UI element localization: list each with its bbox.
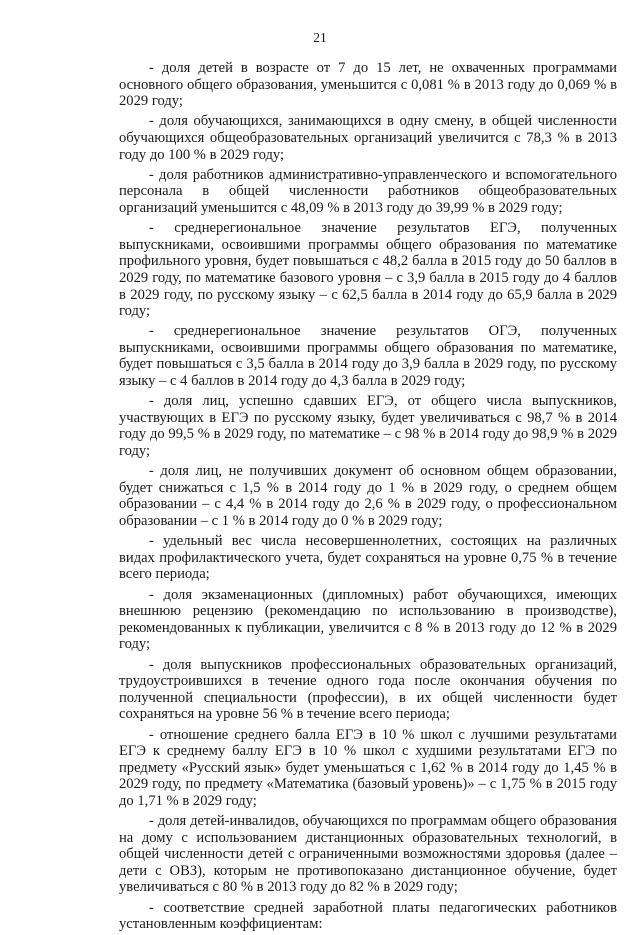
paragraph-4: - среднерегиональное значение результатов ЕГЭ, полученных выпускниками, освоившими программы общего образования по математике профильного уровня, будет повышаться с 48,2 балла в 2015 году до 50 баллов в 2029 году, по математике базового уровня – с 3,9 балла в 2015 году до 4 баллов в 2029 году, по русскому языку – с 62,5 балла в 2014 году до 65,9 балла в 2029 году; bbox=[119, 220, 617, 320]
paragraph-3: - доля работников административно-управленческого и вспомогательного персонала в общей численности работников общеобразовательных организаций уменьшится с 48,09 % в 2013 году до 39,99 % в 2029 году; bbox=[119, 166, 617, 216]
paragraph-13: - соответствие средней заработной платы педагогических работников установленным коэффициентам: bbox=[119, 899, 617, 933]
paragraph-1: - доля детей в возрасте от 7 до 15 лет, не охваченных программами основного общего образования, уменьшится с 0,081 % в 2013 году до 0,069 % в 2029 году; bbox=[119, 60, 617, 110]
document-body bbox=[119, 60, 617, 935]
paragraph-8: - удельный вес числа несовершеннолетних, состоящих на различных видах профилактического учета, будет сохраняться на уровне 0,75 % в течение всего периода; bbox=[119, 533, 617, 583]
paragraph-11: - отношение среднего балла ЕГЭ в 10 % школ с лучшими результатами ЕГЭ к среднему баллу ЕГЭ в 10 % школ с худшими результатами ЕГЭ по предмету «Русский язык» будет уменьшаться с 1,62 % в 2014 году до 1,45 % в 2029 году, по предмету «Математика (базовый уровень)» – с 1,75 % в 2015 году до 1,71 % в 2029 году; bbox=[119, 726, 617, 809]
paragraph-6: - доля лиц, успешно сдавших ЕГЭ, от общего числа выпускников, участвующих в ЕГЭ по русскому языку, будет увеличиваться с 98,7 % в 2014 году до 99,5 % в 2029 году, по математике – с 98 % в 2014 году до 98,9 % в 2029 году; bbox=[119, 393, 617, 460]
paragraph-2: - доля обучающихся, занимающихся в одну смену, в общей численности обучающихся общеобразовательных организаций увеличится с 78,3 % в 2013 году до 100 % в 2029 году; bbox=[119, 113, 617, 163]
paragraph-12: - доля детей-инвалидов, обучающихся по программам общего образования на дому с использованием дистанционных образовательных технологий, в общей численности детей с ограниченными возможностями здоровья (далее – дети с ОВЗ), которым не противопоказано дистанционное обучение, будет увеличиваться с 80 % в 2013 году до 82 % в 2029 году; bbox=[119, 813, 617, 896]
page-number: 21 bbox=[313, 30, 327, 45]
paragraph-7: - доля лиц, не получивших документ об основном общем образовании, будет снижаться с 1,5 % в 2014 году до 1 % в 2029 году, о среднем общем образовании – с 4,4 % в 2014 году до 2,6 % в 2029 году, о профессиональном образовании – с 1 % в 2014 году до 0 % в 2029 году; bbox=[119, 463, 617, 529]
paragraph-10: - доля выпускников профессиональных образовательных организаций, трудоустроившихся в течение одного года после окончания обучения по полученной специальности (профессии), в их общей численности будет сохраняться на уровне 56 % в течение всего периода; bbox=[119, 656, 617, 723]
paragraph-9: - доля экзаменационных (дипломных) работ обучающихся, имеющих внешнюю рецензию (рекомендацию по использованию в производстве), рекомендованных к публикации, увеличится с 8 % в 2013 году до 12 % в 2029 году; bbox=[119, 586, 617, 653]
paragraph-5: - среднерегиональное значение результатов ОГЭ, полученных выпускниками, освоившими программы общего образования по математике, будет повышаться с 3,5 балла в 2014 году до 3,9 балла в 2029 году, по русскому языку – с 4 баллов в 2014 году до 4,3 балла в 2029 году; bbox=[119, 323, 617, 390]
